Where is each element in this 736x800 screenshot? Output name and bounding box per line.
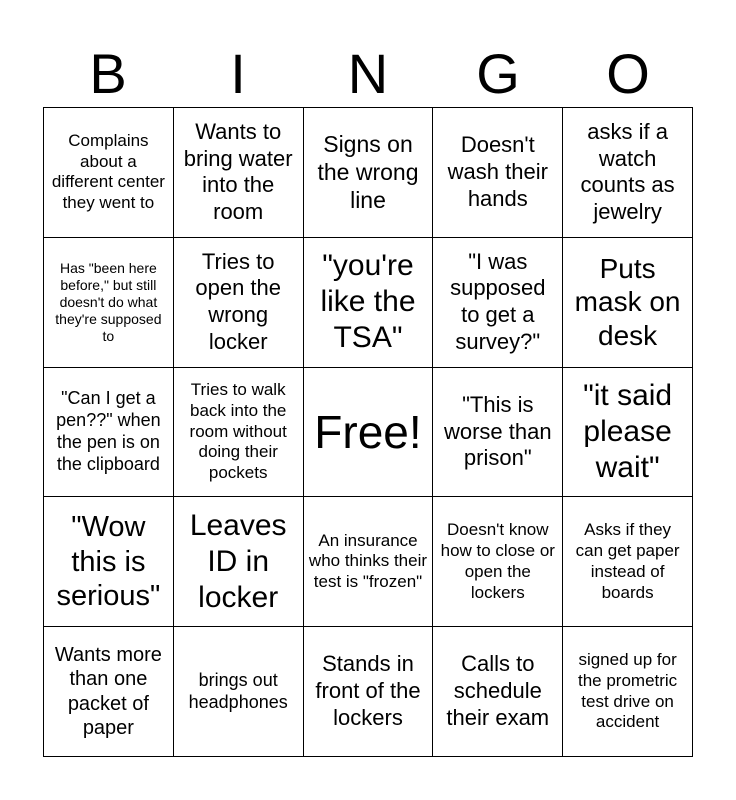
bingo-cell: Doesn't wash their hands — [433, 108, 563, 238]
bingo-cell: Doesn't know how to close or open the lockers — [433, 497, 563, 627]
bingo-cell: brings out headphones — [174, 627, 304, 757]
bingo-cell: "This is worse than prison" — [433, 368, 563, 498]
header-letter-g: G — [476, 42, 520, 105]
bingo-cell: Wants more than one packet of paper — [44, 627, 174, 757]
bingo-grid — [43, 107, 693, 757]
bingo-cell: Leaves ID in locker — [174, 497, 304, 627]
bingo-cell: Has "been here before," but still doesn't do what they're supposed to — [44, 238, 174, 368]
bingo-cell: "Wow this is serious" — [44, 497, 174, 627]
bingo-cell: Tries to open the wrong locker — [174, 238, 304, 368]
bingo-cell: "I was supposed to get a survey?" — [433, 238, 563, 368]
bingo-cell: Asks if they can get paper instead of boards — [563, 497, 693, 627]
bingo-cell: Complains about a different center they went to — [44, 108, 174, 238]
header-letter-b: B — [89, 42, 127, 105]
header-letter-i: I — [230, 42, 246, 105]
bingo-cell: Tries to walk back into the room without doing their pockets — [174, 368, 304, 498]
header-letter-o: O — [606, 42, 650, 105]
bingo-cell: "Can I get a pen??" when the pen is on the clipboard — [44, 368, 174, 498]
bingo-cell: signed up for the prometric test drive on accident — [563, 627, 693, 757]
bingo-cell: asks if a watch counts as jewelry — [563, 108, 693, 238]
bingo-cell: Signs on the wrong line — [304, 108, 434, 238]
bingo-cell: Puts mask on desk — [563, 238, 693, 368]
bingo-cell: "it said please wait" — [563, 368, 693, 498]
free-space: Free! — [304, 368, 434, 498]
header-letter-n: N — [347, 42, 389, 105]
bingo-cell: Calls to schedule their exam — [433, 627, 563, 757]
bingo-cell: An insurance who thinks their test is "frozen" — [304, 497, 434, 627]
bingo-cell: Stands in front of the lockers — [304, 627, 434, 757]
bingo-cell: Wants to bring water into the room — [174, 108, 304, 238]
bingo-header — [43, 40, 693, 108]
bingo-cell: "you're like the TSA" — [304, 238, 434, 368]
